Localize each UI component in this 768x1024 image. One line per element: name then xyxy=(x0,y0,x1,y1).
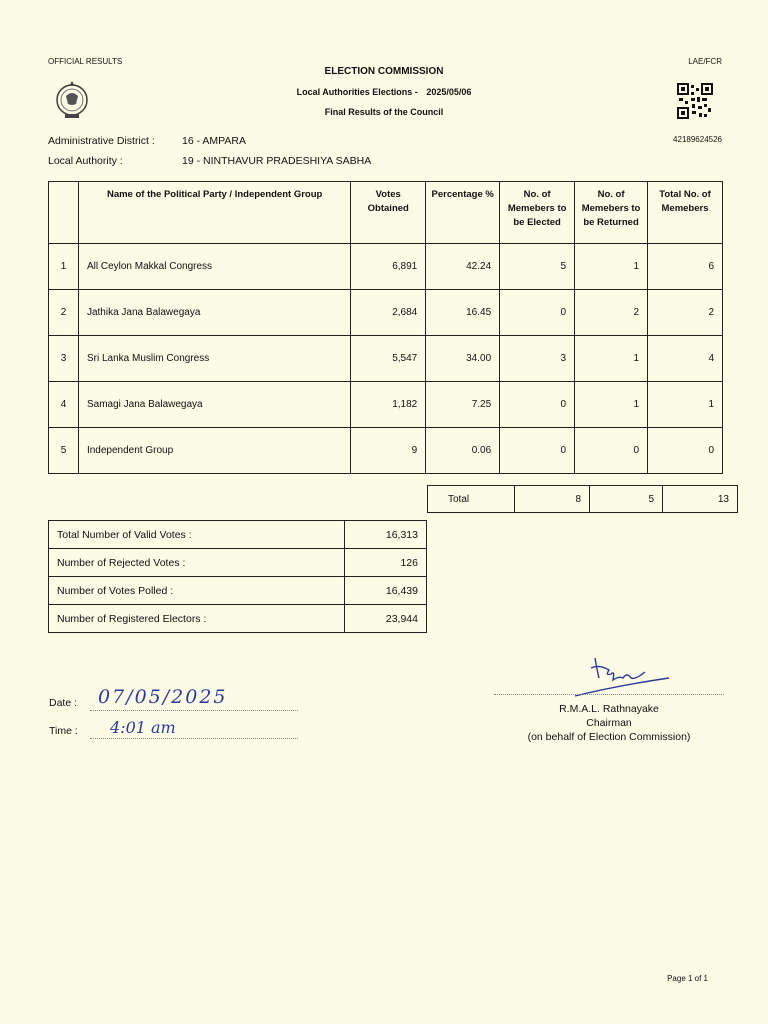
col-header-returned: No. of Memebers to be Returned xyxy=(575,182,648,244)
members-returned: 1 xyxy=(575,336,648,382)
page-title: ELECTION COMMISSION xyxy=(324,66,444,77)
qr-code-icon xyxy=(677,83,713,119)
percentage: 16.45 xyxy=(426,290,500,336)
members-elected: 5 xyxy=(500,244,575,290)
table-row xyxy=(49,336,723,382)
form-code: LAE/FCR xyxy=(688,57,722,66)
row-number: 4 xyxy=(49,382,79,428)
signer-note: (on behalf of Election Commission) xyxy=(527,731,691,743)
party-name: Sri Lanka Muslim Congress xyxy=(78,336,350,382)
row-number: 2 xyxy=(49,290,79,336)
table-header-row xyxy=(49,182,723,244)
summary-row xyxy=(49,605,427,633)
handwritten-date: 07/05/2025 xyxy=(98,686,228,708)
document-number: 42189624526 xyxy=(673,135,722,144)
totals-table xyxy=(427,485,738,513)
total-members: 6 xyxy=(648,244,723,290)
row-number: 3 xyxy=(49,336,79,382)
summary-row xyxy=(49,521,427,549)
summary-row xyxy=(49,549,427,577)
col-header-total-members: Total No. of Memebers xyxy=(648,182,723,244)
authority-label: Local Authority : xyxy=(48,155,123,167)
members-returned: 2 xyxy=(575,290,648,336)
summary-value: 16,439 xyxy=(345,577,427,605)
district-label: Administrative District : xyxy=(48,135,155,147)
table-row xyxy=(49,428,723,474)
signer-title: Chairman xyxy=(586,717,632,729)
votes-obtained: 5,547 xyxy=(351,336,426,382)
signature-icon xyxy=(565,650,675,698)
col-header-percentage: Percentage % xyxy=(426,182,500,244)
emblem-icon xyxy=(54,78,90,122)
vote-summary-table xyxy=(48,520,427,633)
members-returned: 1 xyxy=(575,382,648,428)
party-name: Samagi Jana Balawegaya xyxy=(78,382,350,428)
members-elected: 0 xyxy=(500,382,575,428)
percentage: 42.24 xyxy=(426,244,500,290)
totals-label: Total xyxy=(428,486,515,513)
total-members: 0 xyxy=(648,428,723,474)
district-value: 16 - AMPARA xyxy=(182,135,246,147)
votes-obtained: 2,684 xyxy=(351,290,426,336)
summary-label: Total Number of Valid Votes : xyxy=(49,521,345,549)
members-returned: 0 xyxy=(575,428,648,474)
summary-row xyxy=(49,577,427,605)
handwritten-time: 4:01 am xyxy=(110,718,176,737)
col-header-elected: No. of Memebers to be Elected xyxy=(500,182,575,244)
members-elected: 0 xyxy=(500,428,575,474)
signature-line xyxy=(494,694,724,695)
signer-name: R.M.A.L. Rathnayake xyxy=(559,703,659,715)
total-members: 2 xyxy=(648,290,723,336)
col-header-votes: Votes Obtained xyxy=(351,182,426,244)
col-header-number xyxy=(49,182,79,244)
row-number: 5 xyxy=(49,428,79,474)
total-members: 1 xyxy=(648,382,723,428)
results-subtitle: Final Results of the Council xyxy=(324,107,444,117)
page-number: Page 1 of 1 xyxy=(667,974,708,983)
total-members: 4 xyxy=(648,336,723,382)
summary-value: 16,313 xyxy=(345,521,427,549)
party-name: Independent Group xyxy=(78,428,350,474)
table-row xyxy=(49,382,723,428)
table-row xyxy=(49,290,723,336)
party-name: Jathika Jana Balawegaya xyxy=(78,290,350,336)
authority-value: 19 - NINTHAVUR PRADESHIYA SABHA xyxy=(182,155,372,167)
members-returned: 1 xyxy=(575,244,648,290)
table-row xyxy=(49,244,723,290)
summary-label: Number of Rejected Votes : xyxy=(49,549,345,577)
col-header-party: Name of the Political Party / Independent Group xyxy=(78,182,350,244)
summary-value: 23,944 xyxy=(345,605,427,633)
votes-obtained: 1,182 xyxy=(351,382,426,428)
total-elected: 8 xyxy=(515,486,590,513)
time-label: Time : xyxy=(49,725,78,737)
party-name: All Ceylon Makkal Congress xyxy=(78,244,350,290)
official-results-tag: OFFICIAL RESULTS xyxy=(48,57,123,66)
members-elected: 0 xyxy=(500,290,575,336)
percentage: 7.25 xyxy=(426,382,500,428)
summary-label: Number of Votes Polled : xyxy=(49,577,345,605)
results-table xyxy=(48,181,723,474)
row-number: 1 xyxy=(49,244,79,290)
election-subtitle: Local Authorities Elections - 2025/05/06 xyxy=(296,87,472,97)
summary-label: Number of Registered Electors : xyxy=(49,605,345,633)
votes-obtained: 9 xyxy=(351,428,426,474)
time-underline xyxy=(90,738,298,739)
percentage: 34.00 xyxy=(426,336,500,382)
date-underline xyxy=(90,710,298,711)
percentage: 0.06 xyxy=(426,428,500,474)
totals-row xyxy=(428,486,738,513)
total-returned: 5 xyxy=(590,486,663,513)
date-label: Date : xyxy=(49,697,78,709)
summary-value: 126 xyxy=(345,549,427,577)
members-elected: 3 xyxy=(500,336,575,382)
total-members-sum: 13 xyxy=(663,486,738,513)
votes-obtained: 6,891 xyxy=(351,244,426,290)
